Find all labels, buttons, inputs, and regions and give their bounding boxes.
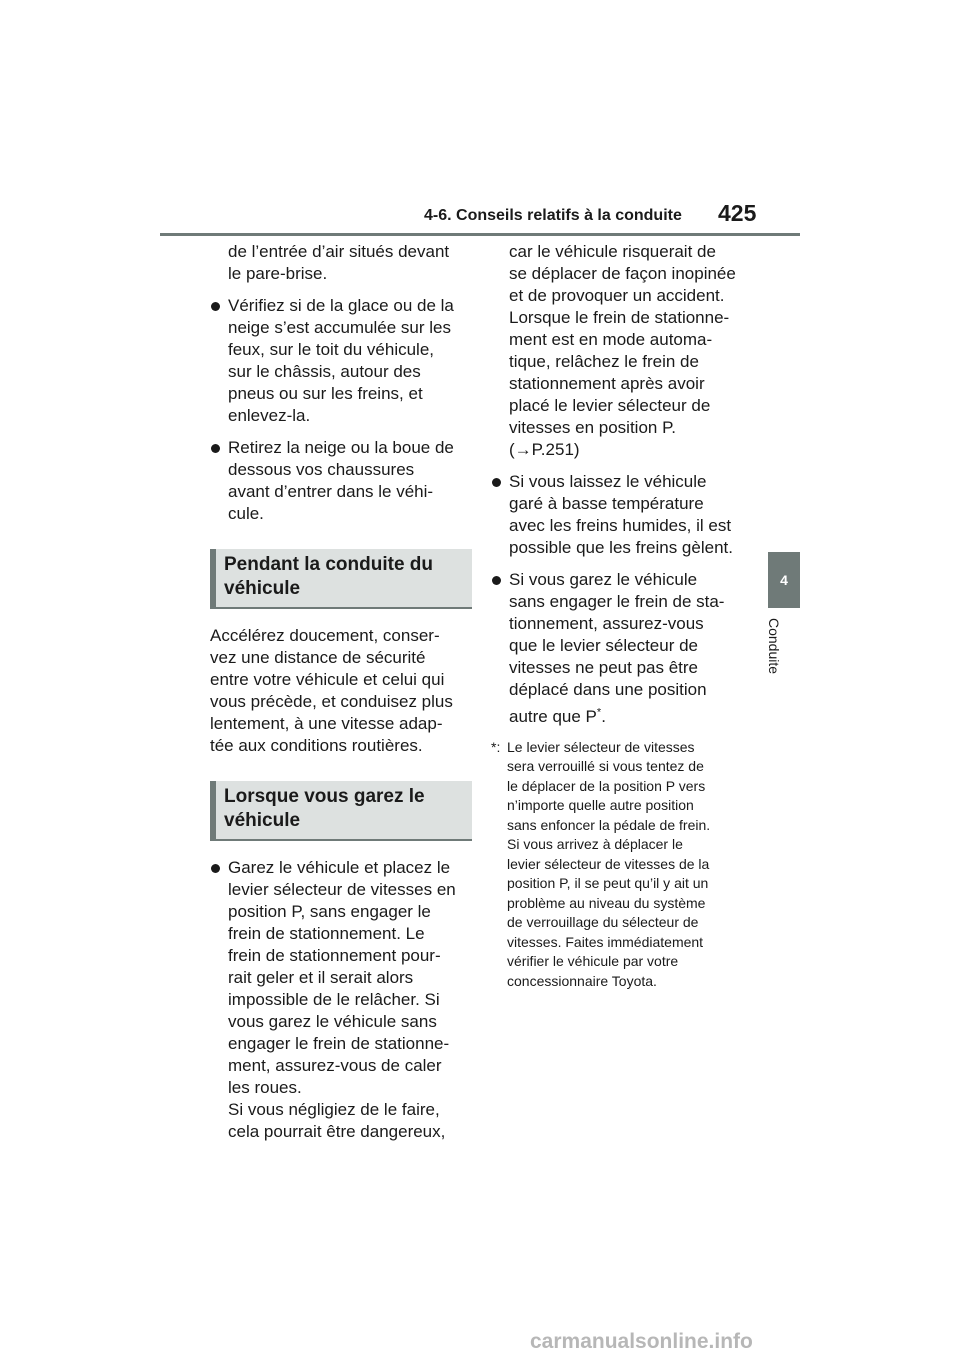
watermark: carmanualsonline.info — [530, 1330, 753, 1353]
list-item — [491, 471, 753, 559]
footnote-mark: *: — [491, 738, 501, 755]
section-heading-driving: Pendant la conduite du véhicule — [210, 549, 472, 609]
right-column — [491, 241, 753, 991]
bullet-icon — [211, 444, 220, 453]
footnote — [491, 738, 753, 992]
list-item — [210, 295, 472, 427]
bullet-text — [509, 570, 724, 726]
bullet-text: Retirez la neige ou la boue de dessous vos chaussures avant d’entrer dans le véhi- cule. — [228, 438, 454, 523]
continued-text: car le véhicule risquerait de se déplacer de façon inopinée et de provoquer un accident. Lorsque le frein de stationne- ment est en mode automa- tique, relâchez le frein de stationnement après avoir placé le levier sélecteur de vitesses en position P. (→P.251) — [509, 242, 736, 459]
section-title: 4-6. Conseils relatifs à la conduite — [424, 207, 682, 224]
list-item — [210, 437, 472, 525]
footnote-ref: * — [596, 706, 602, 718]
list-item — [210, 857, 472, 1143]
footnote-text: Le levier sélecteur de vitesses sera verrouillé si vous tentez de le déplacer de la position P vers n’importe quelle autre position sans enfoncer la pédale de frein. Si vous arrivez à déplacer le levier sélecteur de vitesses de la position P, il se peut qu’il y ait un problème au niveau du système de verrouillage du sélecteur de vitesses. Faites immédiatement vérifier le véhicule par votre concessionnaire Toyota. — [507, 738, 711, 989]
chapter-tab[interactable] — [768, 552, 800, 608]
driving-paragraph: Accélérez doucement, conser- vez une distance de sécurité entre votre véhicule et celui qui vous précède, et conduisez plus lentement, à une vitesse adap- tée aux conditions routières. — [210, 626, 453, 755]
chapter-number: 4 — [780, 572, 788, 588]
bullet-icon — [492, 478, 501, 487]
chapter-label: Conduite — [766, 618, 782, 675]
bullet-icon — [492, 576, 501, 585]
bullet-icon — [211, 302, 220, 311]
bullet-text: Garez le véhicule et placez le levier sélecteur de vitesses en position P, sans engager le frein de stationnement. Le frein de stationnement pour- rait geler et il serait alors impossible de le relâcher. Si vous garez le véhicule sans engager le frein de stationne- ment, assurez-vous de caler les roues. Si vous négligiez de le faire, cela pourrait être dangereux, — [228, 858, 456, 1141]
list-item — [491, 569, 753, 728]
bullet-text-end: . — [601, 706, 606, 726]
bullet-text: Vérifiez si de la glace ou de la neige s’est accumulée sur les feux, sur le toit du véhicule, sur le châssis, autour des pneus ou sur les freins, et enlevez-la. — [228, 296, 454, 425]
page-number: 425 — [718, 200, 757, 226]
bullet-text: Si vous laissez le véhicule garé à basse température avec les freins humides, il est possible que les freins gèlent. — [509, 472, 733, 557]
section-heading-parking: Lorsque vous garez le véhicule — [210, 781, 472, 841]
bullet-icon — [211, 864, 220, 873]
bullet-text-main: Si vous garez le véhicule sans engager le frein de sta- tionnement, assurez-vous que le levier sélecteur de vitesses ne peut pas être déplacé dans une position autre que P — [509, 570, 725, 726]
left-column — [210, 241, 472, 1153]
continued-text: de l’entrée d’air situés devant le pare-brise. — [228, 242, 450, 283]
header-divider — [160, 233, 800, 236]
